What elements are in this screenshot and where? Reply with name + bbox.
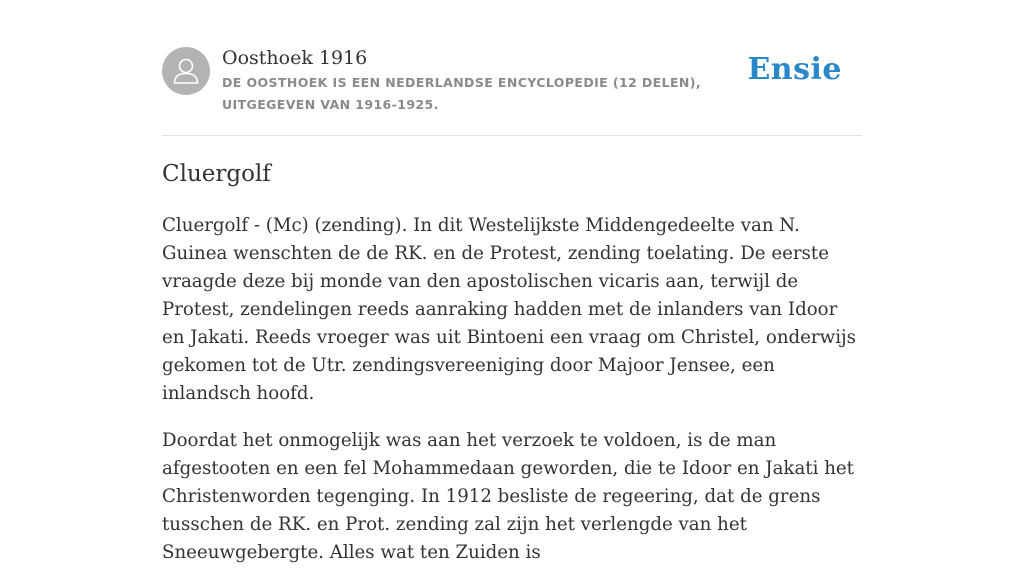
source-avatar[interactable]: [162, 47, 210, 95]
source-title[interactable]: Oosthoek 1916: [222, 47, 368, 69]
article-title: Cluergolf: [162, 161, 271, 187]
source-header: [162, 46, 862, 136]
article-body: [162, 212, 862, 586]
brand-logo[interactable]: Ensie: [747, 52, 842, 87]
header-divider: [162, 135, 862, 136]
article-paragraph: Cluergolf - (Mc) (zending). In dit Westelijkste Middengedeelte van N. Guinea wenschten de de RK. en de Protest, zending toelating. De eerste vraagde deze bij monde van den apostolischen vicaris aan, terwijl de Protest, zendelingen reeds aanraking hadden met de inlanders van Idoor en Jakati. Reeds vroeger was uit Bintoeni een vraag om Christel, onderwijs gekomen tot de Utr. zendingsvereeniging door Majoor Jensee, een inlandsch hoofd.: [162, 215, 856, 404]
article-paragraph: Doordat het onmogelijk was aan het verzoek te voldoen, is de man afgestooten en een fel Mohammedaan geworden, die te Idoor en Jakati het Christenworden tegenging. In 1912 besliste de regeering, dat de grens tusschen de RK. en Prot. zending zal zijn het verlengde van het Sneeuwgebergte. Alles wat ten Zuiden is: [162, 430, 854, 563]
user-icon: [162, 47, 210, 95]
source-description: DE OOSTHOEK IS EEN NEDERLANDSE ENCYCLOPEDIE (12 DELEN), UITGEGEVEN VAN 1916-1925.: [222, 75, 702, 112]
